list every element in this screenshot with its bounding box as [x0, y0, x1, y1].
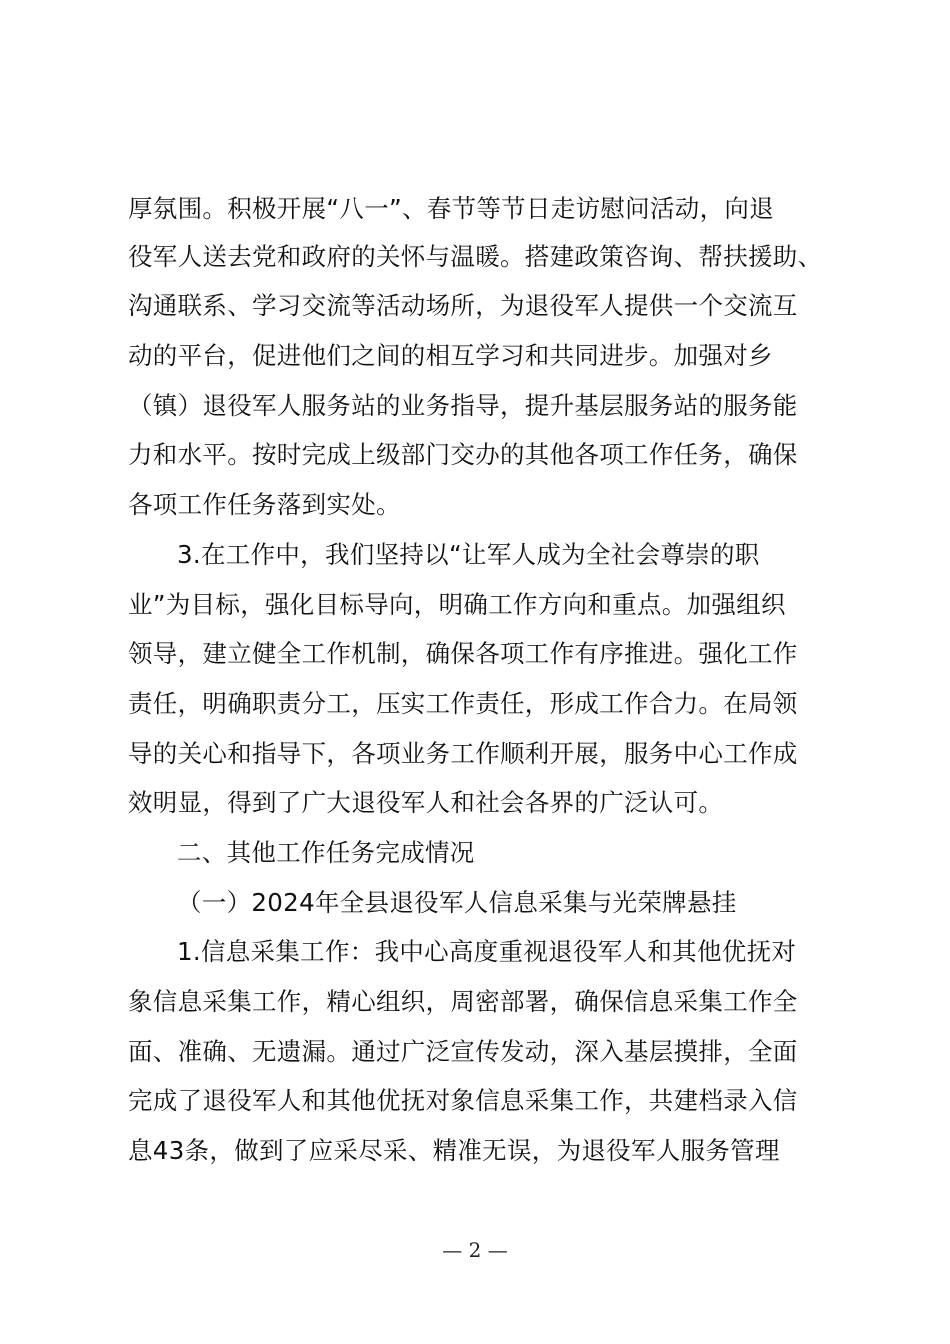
text-line: 力和水平。按时完成上级部门交办的其他各项工作任务，确保	[128, 440, 798, 469]
text-line: 效明显，得到了广大退役军人和社会各界的广泛认可。	[128, 788, 724, 817]
text-line: 动的平台，促进他们之间的相互学习和共同进步。加强对乡	[128, 341, 773, 370]
text-line: 导的关心和指导下，各项业务工作顺利开展，服务中心工作成	[128, 739, 798, 768]
text-line: 厚氛围。积极开展“八一”、春节等节日走访慰问活动，向退	[128, 194, 774, 223]
text-line: （镇）退役军人服务站的业务指导，提升基层服务站的服务能	[128, 391, 798, 420]
text-line: 3.在工作中，我们坚持以“让军人成为全社会尊崇的职	[177, 540, 760, 569]
text-line: 息43条，做到了应采尽采、精准无误，为退役军人服务管理	[128, 1136, 780, 1165]
text-line: 沟通联系、学习交流等活动场所，为退役军人提供一个交流互	[128, 291, 798, 320]
section-heading: 二、其他工作任务完成情况	[177, 838, 475, 867]
text-line: 业”为目标，强化目标导向，明确工作方向和重点。加强组织	[128, 590, 786, 619]
text-line: 象信息采集工作，精心组织，周密部署，确保信息采集工作全	[128, 987, 798, 1016]
text-line: 完成了退役军人和其他优抚对象信息采集工作，共建档录入信	[128, 1086, 798, 1115]
page-number: — 2 —	[442, 1238, 508, 1262]
text-line: 各项工作任务落到实处。	[128, 490, 401, 519]
text-line: 领导，建立健全工作机制，确保各项工作有序推进。强化工作	[128, 639, 798, 668]
text-line: 责任，明确职责分工，压实工作责任，形成工作合力。在局领	[128, 689, 798, 718]
text-line: 1.信息采集工作：我中心高度重视退役军人和其他优抚对	[177, 937, 797, 966]
subsection-heading: （一）2024年全县退役军人信息采集与光荣牌悬挂	[177, 888, 737, 917]
text-line: 面、准确、无遗漏。通过广泛宣传发动，深入基层摸排，全面	[128, 1037, 798, 1066]
text-line: 役军人送去党和政府的关怀与温暖。搭建政策咨询、帮扶援助、	[128, 242, 823, 271]
